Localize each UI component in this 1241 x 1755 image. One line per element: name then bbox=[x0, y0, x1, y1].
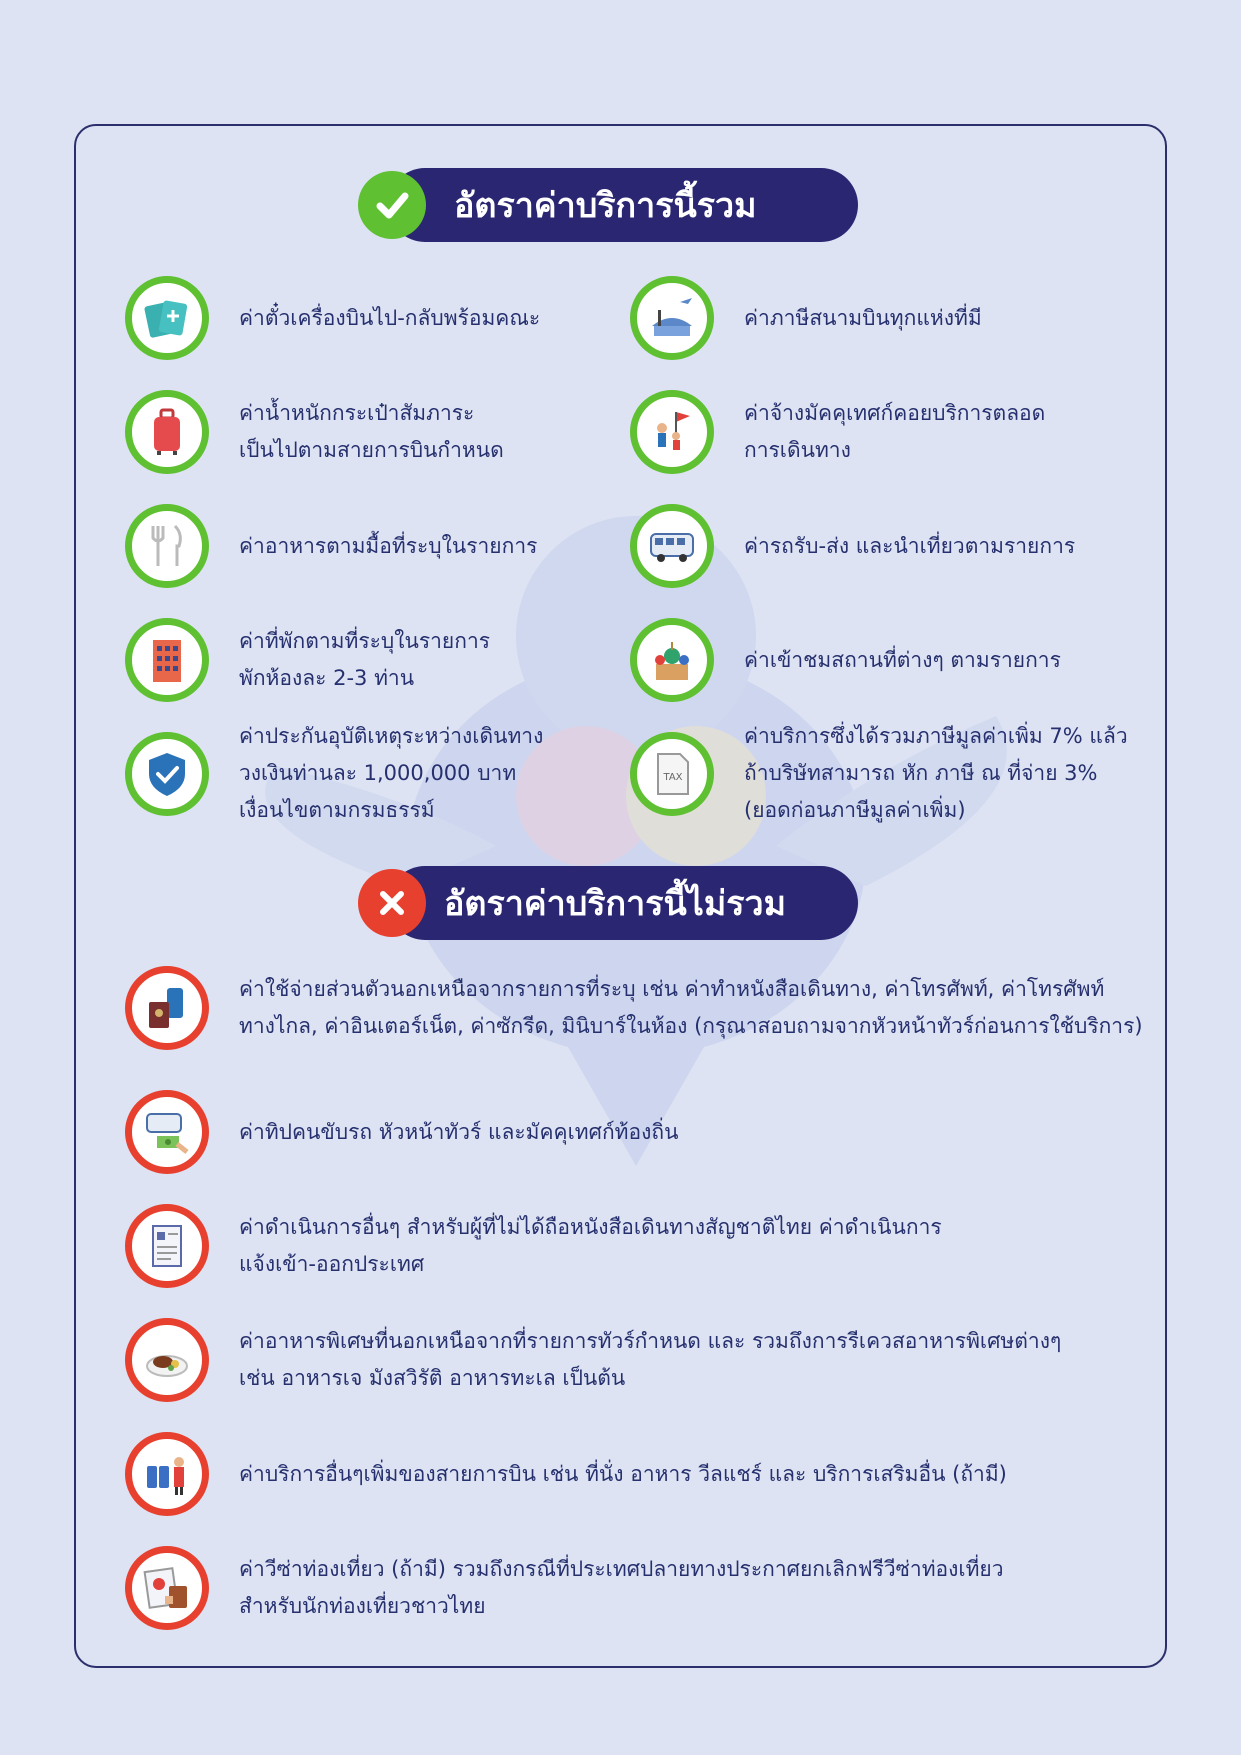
excluded-item-text: ค่าดำเนินการอื่นๆ สำหรับผู้ที่ไม่ได้ถือหนังสือเดินทางสัญชาติไทย ค่าดำเนินการ แจ้งเข้า-ออกประเทศ bbox=[239, 1215, 942, 1276]
included-item-text: ค่ารถรับ-ส่ง และนำเที่ยวตามรายการ bbox=[744, 533, 1076, 558]
included-item-text: ค่าบริการซึ่งได้รวมภาษีมูลค่าเพิ่ม 7% แล้ว ถ้าบริษัทสามารถ หัก ภาษี ณ ที่จ่าย 3% (ยอดก่อนภาษีมูลค่าเพิ่ม) bbox=[744, 724, 1128, 822]
document-form-icon bbox=[125, 1204, 209, 1288]
excluded-item-text: ค่าใช้จ่ายส่วนตัวนอกเหนือจากรายการที่ระบุ เช่น ค่าทำหนังสือเดินทาง, ค่าโทรศัพท์, ค่าโทรศัพท์ ทางไกล, ค่าอินเตอร์เน็ต, ค่าซักรีด, มินิบาร์ในห้อง (กรุณาสอบถามจากหัวหน้าทัวร์ก่อนการใช้บริการ) bbox=[239, 977, 1143, 1038]
included-item-text: ค่าอาหารตามมื้อที่ระบุในรายการ bbox=[239, 533, 538, 558]
included-item-text: ค่าที่พักตามที่ระบุในรายการ พักห้องละ 2-3 ท่าน bbox=[239, 629, 491, 690]
airline-seat-icon bbox=[125, 1432, 209, 1516]
excluded-item-text: ค่าวีซ่าท่องเที่ยว (ถ้ามี) รวมถึงกรณีที่ประเทศปลายทางประกาศยกเลิกฟรีวีซ่าท่องเที่ยว สำหรับนักท่องเที่ยวชาวไทย bbox=[239, 1557, 1004, 1618]
passport-phone-icon bbox=[125, 966, 209, 1050]
included-item-text: ค่าประกันอุบัติเหตุระหว่างเดินทาง วงเงินท่านละ 1,000,000 บาท เงื่อนไขตามกรมธรรม์ bbox=[239, 724, 544, 822]
bus-icon bbox=[630, 504, 714, 588]
included-item bbox=[630, 390, 1150, 474]
included-item bbox=[630, 618, 1150, 702]
excluded-item-text: ค่าบริการอื่นๆเพิ่มของสายการบิน เช่น ที่นั่ง อาหาร วีลแชร์ และ บริการเสริมอื่น (ถ้ามี) bbox=[239, 1461, 1007, 1486]
included-item bbox=[125, 504, 595, 588]
included-item-text: ค่าเข้าชมสถานที่ต่างๆ ตามรายการ bbox=[744, 647, 1061, 672]
included-item bbox=[630, 718, 1160, 829]
included-item bbox=[125, 618, 595, 702]
included-item bbox=[630, 276, 1150, 360]
tax-document-icon bbox=[630, 732, 714, 816]
included-item-text: ค่าน้ำหนักกระเป๋าสัมภาระ เป็นไปตามสายการบินกำหนด bbox=[239, 401, 504, 462]
svg-text:TAX: TAX bbox=[663, 771, 683, 783]
excluded-item bbox=[125, 1546, 1165, 1630]
excluded-item bbox=[125, 1204, 1165, 1288]
airport-icon bbox=[630, 276, 714, 360]
tour-guide-icon bbox=[630, 390, 714, 474]
excluded-item bbox=[125, 966, 1165, 1050]
bus-tip-icon bbox=[125, 1090, 209, 1174]
luggage-icon bbox=[125, 390, 209, 474]
special-meal-icon bbox=[125, 1318, 209, 1402]
excluded-item-text: ค่าอาหารพิเศษที่นอกเหนือจากที่รายการทัวร์กำหนด และ รวมถึงการรีเควสอาหารพิเศษต่างๆ เช่น อาหารเจ มังสวิรัติ อาหารทะเล เป็นต้น bbox=[239, 1329, 1062, 1390]
included-title: อัตราค่าบริการนี้รวม bbox=[454, 186, 757, 226]
landmark-icon bbox=[630, 618, 714, 702]
excluded-header bbox=[358, 866, 858, 940]
info-card bbox=[74, 124, 1167, 1668]
excluded-item bbox=[125, 1432, 1165, 1516]
included-item bbox=[125, 276, 595, 360]
included-item-text: ค่าภาษีสนามบินทุกแห่งที่มี bbox=[744, 305, 982, 330]
check-badge-icon bbox=[358, 171, 426, 239]
plane-ticket-icon bbox=[125, 276, 209, 360]
included-item bbox=[630, 504, 1150, 588]
excluded-item bbox=[125, 1090, 1165, 1174]
excluded-title: อัตราค่าบริการนี้ไม่รวม bbox=[444, 884, 786, 924]
included-item-text: ค่าจ้างมัคคุเทศก์คอยบริการตลอด การเดินทาง bbox=[744, 401, 1046, 462]
included-header bbox=[358, 168, 858, 242]
included-item bbox=[125, 390, 595, 474]
x-badge-icon bbox=[358, 869, 426, 937]
fork-knife-icon bbox=[125, 504, 209, 588]
excluded-item bbox=[125, 1318, 1165, 1402]
shield-check-icon bbox=[125, 732, 209, 816]
visa-icon bbox=[125, 1546, 209, 1630]
included-item-text: ค่าตั๋วเครื่องบินไป-กลับพร้อมคณะ bbox=[239, 305, 541, 330]
included-item bbox=[125, 718, 595, 829]
hotel-icon bbox=[125, 618, 209, 702]
excluded-item-text: ค่าทิปคนขับรถ หัวหน้าทัวร์ และมัคคุเทศก์ท้องถิ่น bbox=[239, 1119, 679, 1144]
